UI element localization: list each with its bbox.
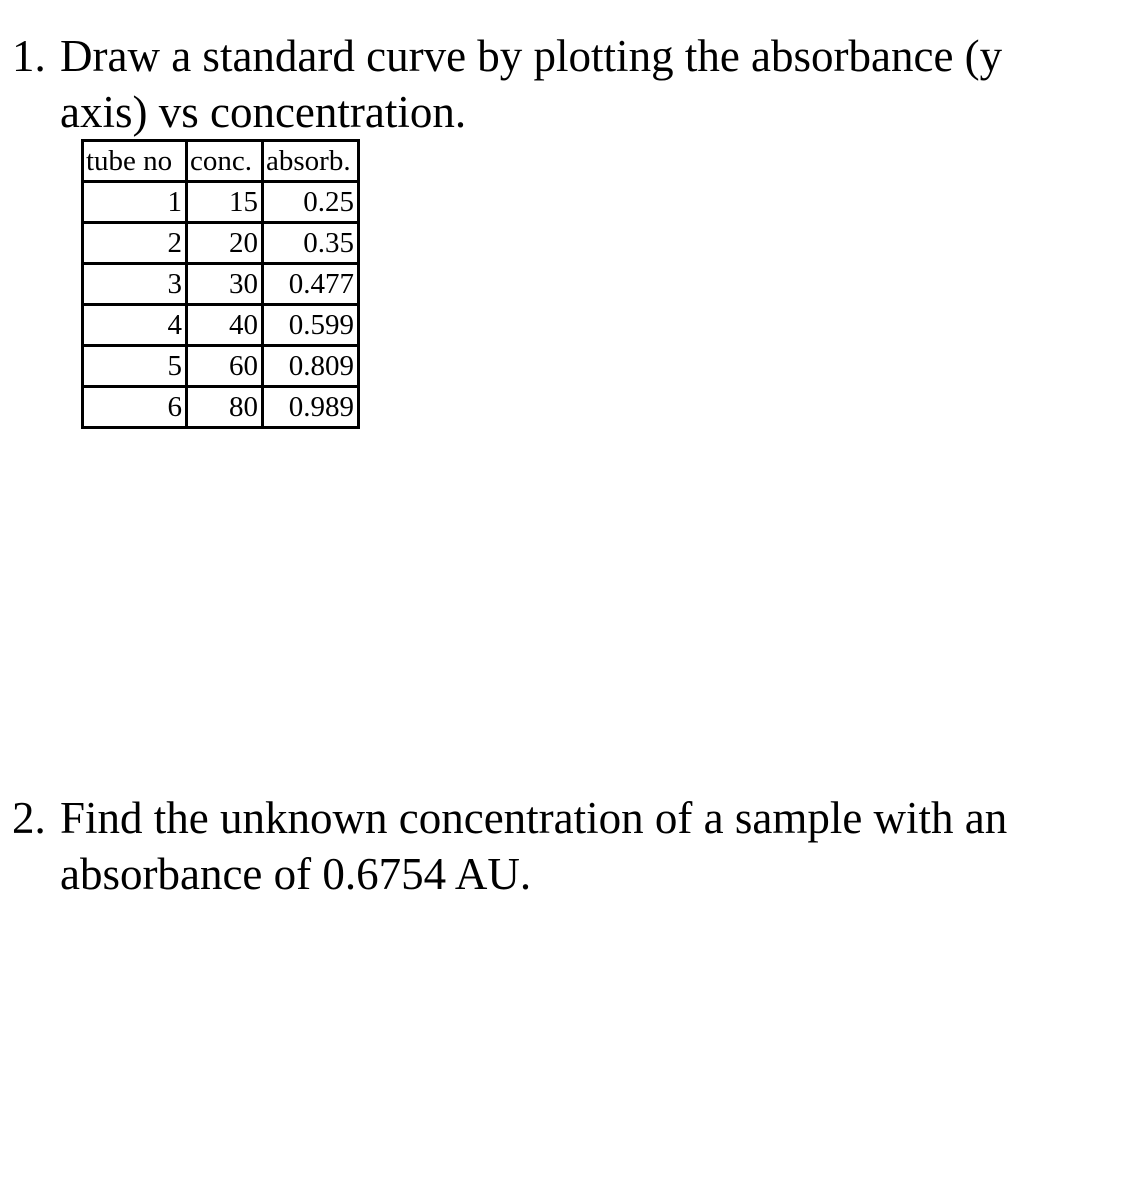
cell-absorb: 0.809 <box>263 346 359 387</box>
question-1 <box>12 28 1112 140</box>
cell-conc: 80 <box>187 387 263 428</box>
data-table <box>81 139 360 429</box>
table-row <box>83 305 359 346</box>
question-1-text-line-1: Draw a standard curve by plotting the absorbance (y <box>60 31 1003 81</box>
question-2 <box>12 790 1112 902</box>
question-1-number: 1. <box>12 31 46 81</box>
table-row <box>83 346 359 387</box>
table-row <box>83 264 359 305</box>
table-row <box>83 182 359 223</box>
question-2-line-1 <box>12 790 1112 846</box>
cell-conc: 40 <box>187 305 263 346</box>
cell-conc: 20 <box>187 223 263 264</box>
cell-absorb: 0.989 <box>263 387 359 428</box>
question-1-line-1 <box>12 28 1112 84</box>
cell-absorb: 0.477 <box>263 264 359 305</box>
header-absorb: absorb. <box>263 141 359 182</box>
cell-tube-no: 3 <box>83 264 187 305</box>
cell-tube-no: 2 <box>83 223 187 264</box>
cell-conc: 30 <box>187 264 263 305</box>
question-1-text-line-2: axis) vs concentration. <box>60 87 467 137</box>
cell-tube-no: 4 <box>83 305 187 346</box>
table-row <box>83 387 359 428</box>
cell-absorb: 0.599 <box>263 305 359 346</box>
question-2-text-line-2: absorbance of 0.6754 AU. <box>60 849 532 899</box>
question-2-line-2 <box>12 846 1112 902</box>
cell-tube-no: 5 <box>83 346 187 387</box>
question-2-number: 2. <box>12 793 46 843</box>
cell-conc: 15 <box>187 182 263 223</box>
header-conc: conc. <box>187 141 263 182</box>
table-row <box>83 223 359 264</box>
cell-tube-no: 6 <box>83 387 187 428</box>
question-1-line-2 <box>12 84 1112 140</box>
question-2-text-line-1: Find the unknown concentration of a sample with an <box>60 793 1008 843</box>
cell-conc: 60 <box>187 346 263 387</box>
cell-absorb: 0.35 <box>263 223 359 264</box>
table-header-row <box>83 141 359 182</box>
cell-tube-no: 1 <box>83 182 187 223</box>
cell-absorb: 0.25 <box>263 182 359 223</box>
header-tube-no: tube no <box>83 141 187 182</box>
